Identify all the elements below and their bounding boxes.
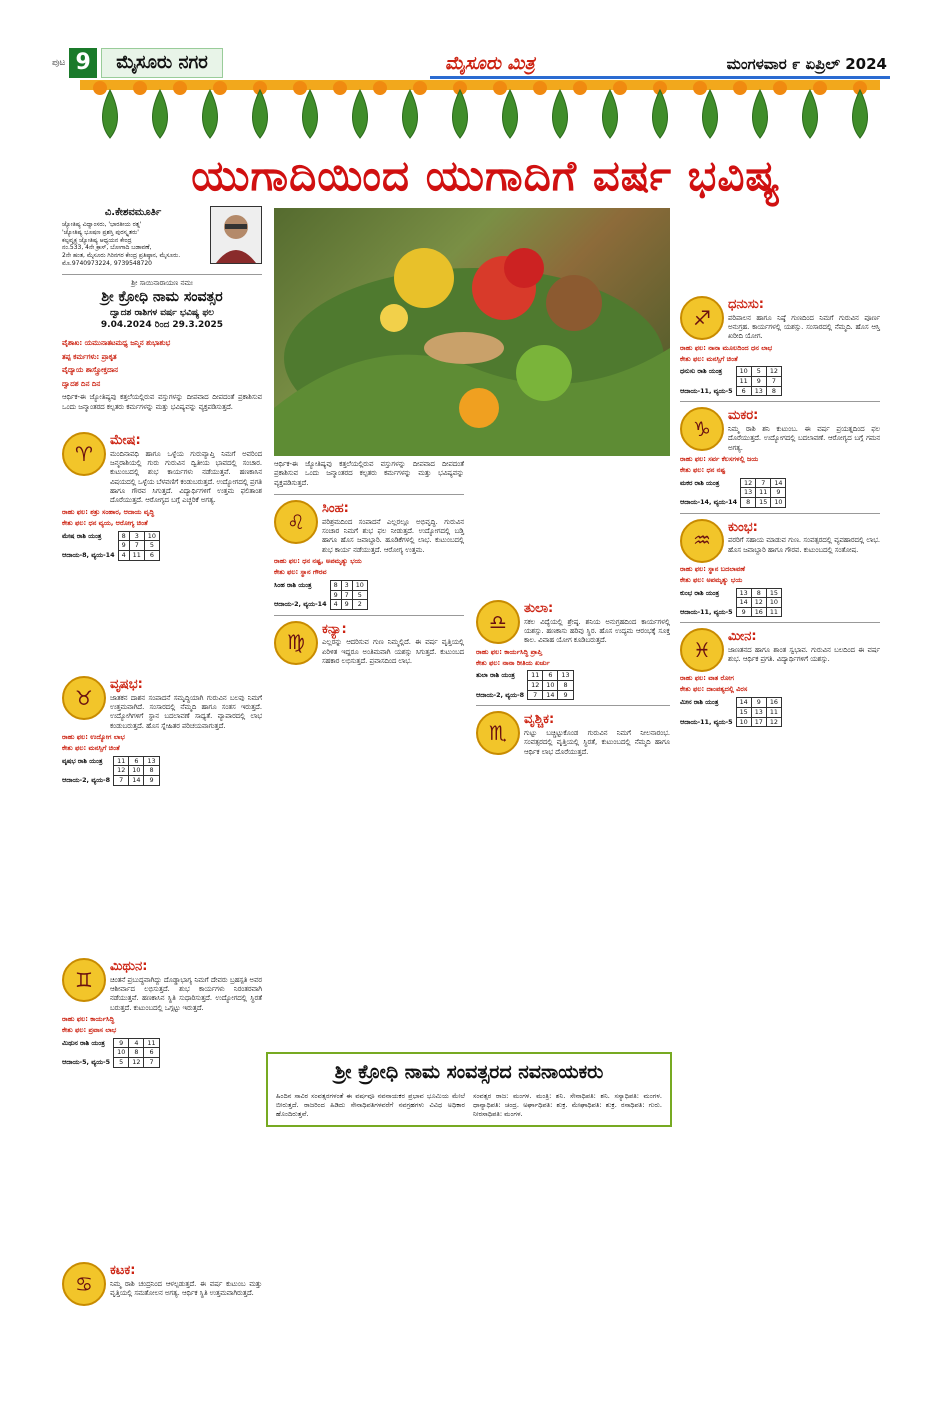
yantra-cell: 6: [543, 671, 558, 681]
rahu-phala: ರಾಹು ಫಲ: ಸರ್ವ ಕೆಲಸಗಳಲ್ಲಿ ಜಯ: [680, 455, 759, 464]
sign-kanya: [274, 621, 464, 667]
sign-text: ಸಕಲ ವಿದ್ಯೆಯಲ್ಲಿ ಶ್ರೇಷ್ಠ. ಶನಿಯ ಅನುಗ್ರಹದಿಂದ ಕಾರ್ಯಗಳಲ್ಲಿ ಯಶಸ್ಸು. ಹಣಕಾಸು ಹರಿವು ಸ್ಥಿರ. ಹೊಸ ಉದ್ಯಮ ಆರಂಭಕ್ಕೆ ಸೂಕ್ತ ಕಾಲ. ವಿವಾಹ ಯೋಗ ಕೂಡಿಬರುತ್ತದೆ.: [524, 617, 670, 645]
yantra-cell: 11: [528, 671, 543, 681]
ketu-phala: ಕೇತು ಫಲ: ಮನಸ್ಸಿಗೆ ಚಿಂತೆ: [62, 743, 120, 752]
left-column: [62, 206, 262, 412]
yantra-cell: 5: [144, 541, 159, 551]
page-number: 9: [69, 48, 97, 78]
leo-icon: ♌: [274, 500, 318, 544]
yantra-cell: 12: [766, 717, 781, 727]
aya-vyaya: ಆದಾಯ-2, ವ್ಯಯ-8: [476, 690, 525, 699]
sign-text: ಪರಿಶ್ರಮದಿಂದ ಸಂಪಾದನೆ ಎಲ್ಲರಲ್ಲೂ ಅಭಿವೃದ್ಧಿ. ಗುರುವಿನ ಸಂಚಾರ ನಿಮಗೆ ಶುಭ ಫಲ ನೀಡುತ್ತದೆ. ಉದ್ಯೋಗದಲ್ಲಿ ಬಡ್ತಿ ಹಾಗೂ ಹೊಸ ಜವಾಬ್ದಾರಿ. ಹೂಡಿಕೆಗಳಲ್ಲಿ ಲಾಭ. ಕುಟುಂಬದಲ್ಲಿ ಶುಭ ಕಾರ್ಯ ನಡೆಯುತ್ತದೆ. ಆರೋಗ್ಯ ಉತ್ತಮ.: [322, 517, 464, 554]
yantra-cell: 12: [766, 367, 781, 377]
yantra-cell: 14: [736, 598, 751, 608]
yantra-table: [680, 588, 782, 618]
sign-kumbha: [680, 519, 880, 618]
rahu-phala: ರಾಹು ಫಲ: ನಾನಾ ಮೂಲದಿಂದ ಧನ ಲಾಭ: [680, 343, 773, 352]
sign-dhanu: [680, 296, 880, 396]
yantra-cell: 11: [144, 1038, 159, 1048]
ugadi-offering-photo: [274, 208, 670, 456]
center-column-1: [274, 460, 464, 667]
yantra-cell: 13: [144, 756, 159, 766]
rahu-phala: ರಾಹು ಫಲ: ಕಾರ್ಯಸಿದ್ಧಿ: [62, 1015, 115, 1024]
sign-name: ವೃಶ್ಚಿಕ:: [524, 712, 555, 728]
scorpio-icon: ♏: [476, 711, 520, 755]
sign-makara: [680, 407, 880, 507]
mango-leaf-garland-image: [80, 80, 880, 140]
yantra-cell: 13: [751, 707, 766, 717]
yantra-cell: 8: [558, 681, 573, 691]
sign-text: ಚಿಂತನೆ ಪ್ರಬುದ್ಧವಾಗಿದ್ದು ದೊಡ್ಡಾಭಾಗ್ಯ ನಿಮಗೆ ದೇವರು ಬ್ರಹಸ್ಪತಿ ಅವರ ಆಶೀರ್ವಾದ ಲಭಿಸುತ್ತದೆ. ಶುಭ ಕಾರ್ಯಗಳು ನಿರಂತರವಾಗಿ ನಡೆಯುತ್ತವೆ. ಹಣಕಾಸಿನ ಸ್ಥಿತಿ ಸುಧಾರಿಸುತ್ತದೆ. ಉದ್ಯೋಗದಲ್ಲಿ ಸ್ಥಿರತೆ ಬರುತ್ತದೆ. ಕುಟುಂಬದಲ್ಲಿ ಒಗ್ಗಟ್ಟು ಇರುತ್ತದೆ.: [110, 975, 262, 1012]
section-title: ಮೈಸೂರು ನಗರ: [101, 48, 223, 78]
ketu-phala: ಕೇತು ಫಲ: ಪ್ರವಾಸ ಲಾಭ: [62, 1025, 117, 1034]
ketu-phala: ಕೇತು ಫಲ: ಧನ ವ್ಯಯ, ಆರೋಗ್ಯ ಚಿಂತೆ: [62, 518, 148, 527]
yantra-cell: 16: [751, 607, 766, 617]
yantra-cell: 9: [330, 590, 341, 600]
yantra-cell: 8: [118, 531, 129, 541]
samvatsara-title: ಶ್ರೀ ಕ್ರೋಧಿ ನಾಮ ಸಂವತ್ಸರ: [101, 289, 223, 306]
sign-vrishchika: [476, 711, 670, 757]
sign-text: ಜಾತಕನ ದಾಶನ ಸಂಪಾದನೆ ಸಮೃದ್ಧಿಯಾಗಿ ಗುರುವಿನ ಬಲವು ನಿಮಗೆ ಉತ್ತಮವಾಗಿದೆ. ಸಂಸಾರದಲ್ಲಿ ನೆಮ್ಮದಿ ಹಾಗೂ ಸಂತಸ ಇರುತ್ತದೆ. ಉದ್ಯೋಗಿಗಳಿಗೆ ಸ್ಥಾನ ಬದಲಾವಣೆ ಸಾಧ್ಯತೆ. ವ್ಯಾಪಾರದಲ್ಲಿ ಲಾಭ ಕಂಡುಬರುತ್ತದೆ. ಹೊಸ ಸ್ನೇಹಿತರ ಪರಿಚಯವಾಗುತ್ತದೆ.: [110, 693, 262, 730]
yantra-cell: 9: [114, 1038, 129, 1048]
yantra-cell: 13: [751, 386, 766, 396]
author-box: [62, 206, 262, 275]
yantra-cell: 5: [352, 590, 367, 600]
yantra-cell: 16: [766, 698, 781, 708]
yantra-cell: 4: [129, 1038, 144, 1048]
note-line: ವೈದ್ಯಾಯ ಶಾಸ್ತ್ರೋಕ್ತದಾನ: [62, 366, 119, 375]
sign-name: ವೃಷಭ:: [110, 677, 143, 692]
taurus-icon: ♉: [62, 676, 106, 720]
author-line: 'ಜ್ಯೋತಿಷ್ಯ ಭೂಷಣ ಪ್ರಶಸ್ತಿ ಪುರಸ್ಕೃತರು': [62, 228, 139, 236]
note-line: ದ್ವಾದಶ ದಿನ ದಿನ: [62, 379, 101, 388]
yantra-label: ವೃಷಭ ರಾಶಿ ಯಂತ್ರ: [62, 756, 103, 765]
yantra-cell: 9: [751, 698, 766, 708]
yantra-cell: 6: [129, 756, 144, 766]
yantra-cell: 14: [543, 690, 558, 700]
author-phone: ಮೊ.9740973224, 9739548720: [62, 259, 152, 267]
yantra-cell: 10: [129, 766, 144, 776]
yantra-table: [680, 478, 786, 508]
yantra-cell: 8: [129, 1048, 144, 1058]
aya-vyaya: ಆದಾಯ-11, ವ್ಯಯ-5: [680, 717, 733, 726]
yantra-cell: 11: [756, 488, 771, 498]
yantra-cell: 12: [129, 1058, 144, 1068]
yantra-cell: 14: [736, 698, 751, 708]
yantra-table: [62, 756, 160, 786]
yantra-label: ಕುಂಭ ರಾಶಿ ಯಂತ್ರ: [680, 588, 720, 597]
yantra-label: ಮಿಥುನ ರಾಶಿ ಯಂತ್ರ: [62, 1038, 105, 1047]
author-line: ನಂ.533, 4ನೇ ಕ್ರಾಸ್, ಬೋಗಾದಿ ಬಡಾವಣೆ,: [62, 244, 152, 252]
yantra-cell: 7: [129, 541, 144, 551]
author-line: ಜ್ಯೋತಿಷ್ಯ ವಿದ್ವಾಂಸರು, 'ಭಾರತೀಯ ರತ್ನ': [62, 221, 142, 228]
sign-mesha: [62, 432, 262, 564]
virgo-icon: ♍: [274, 621, 318, 665]
navanayaka-text: ಹಿಂದಿನ ಸಾವಿರ ಸಂವತ್ಸರಗಳಂತೆ ಈ ವರ್ಷವೂ ನವನಾಯಕರ ಪ್ರಭಾವ ಭೂಮಿಯ ಮೇಲೆ ಬೀರುತ್ತದೆ. ರಾಜರಿಂದ ಹಿಡಿದು ಸೇನಾಧಿಪತಿಗಳವರೆಗೆ ನವಗ್ರಹಗಳು ವಿವಿಧ ಅಧಿಕಾರ ಹೊಂದಿರುತ್ತವೆ.: [276, 1091, 465, 1118]
yantra-cell: 8: [144, 766, 159, 776]
sign-name: ಮಕರ:: [728, 408, 759, 424]
yantra-table: [274, 580, 368, 610]
yantra-cell: 9: [771, 488, 786, 498]
gemini-icon: ♊: [62, 958, 106, 1002]
aya-vyaya: ಆದಾಯ-2, ವ್ಯಯ-14: [274, 600, 327, 609]
yantra-label: ತುಲಾ ರಾಶಿ ಯಂತ್ರ: [476, 671, 515, 680]
aya-vyaya: ಆದಾಯ-14, ವ್ಯಯ-14: [680, 498, 738, 507]
yantra-cell: 6: [144, 550, 159, 560]
sign-text: ಗುಟ್ಟು ಬಚ್ಚಿಟ್ಟುಕೊಂಡ ಗುರುವಿನ ನಿಮಗೆ ನೀಲನಾರಂಭ. ಸಂವತ್ಸರದಲ್ಲಿ ವೃತ್ತಿಯಲ್ಲಿ ಸ್ಥಿರತೆ, ಕುಟುಂಬದಲ್ಲಿ ನೆಮ್ಮದಿ ಹಾಗೂ ಆರ್ಥಿಕ ಲಾಭ ದೊರೆಯುತ್ತದೆ.: [524, 728, 670, 756]
yantra-cell: 6: [736, 386, 751, 396]
navanayaka-box: [266, 1052, 672, 1127]
rahu-phala: ರಾಹು ಫಲ: ಉದ್ಯೋಗ ಲಾಭ: [62, 733, 125, 742]
invocation: ಶ್ರೀ ಸಾಯಿನಾರಾಯಣ ನಮಃ: [131, 278, 193, 287]
yantra-cell: 11: [114, 756, 129, 766]
page-label: ಪುಟ: [52, 57, 66, 68]
yantra-cell: 4: [118, 550, 129, 560]
yantra-table: [680, 697, 782, 727]
yantra-cell: 13: [736, 588, 751, 598]
yantra-label: ಮಕರ ರಾಶಿ ಯಂತ್ರ: [680, 478, 720, 487]
yantra-cell: 7: [341, 590, 352, 600]
yantra-cell: 11: [129, 550, 144, 560]
issue-date: ಮಂಗಳವಾರ ೯ ಏಪ್ರಿಲ್ 2024: [726, 55, 887, 73]
yantra-cell: 6: [144, 1048, 159, 1058]
sign-mithuna: [62, 958, 262, 1071]
yantra-label: ಮೀನ ರಾಶಿ ಯಂತ್ರ: [680, 698, 719, 707]
aquarius-icon: ♒: [680, 519, 724, 563]
cancer-icon: ♋: [62, 1262, 106, 1306]
samvatsara-dates: 9.04.2024 ರಿಂದ 29.3.2025: [100, 320, 224, 331]
yantra-cell: 7: [528, 690, 543, 700]
ketu-phala: ಕೇತು ಫಲ: ಸ್ಥಾನ ಗೌರವ: [274, 568, 327, 577]
ketu-phala: ಕೇತು ಫಲ: ಅಪಮೃತ್ಯು ಭಯ: [680, 575, 743, 584]
sign-text: ಮಂದಿನಾವಧಿ ಹಾಗೂ ಒಳ್ಳೆಯ ಗುರುವ್ಯಾಪ್ತಿ ನಿಮಗೆ ಅವರಿಂದ ಜನ್ಮರಾಶಿಯಲ್ಲಿ ಗುರು ಗುರುವಿನ ದ್ವಿತೀಯ ಭಾವದಲ್ಲಿ ಸಂಚಾರ. ಕುಟುಂಬದಲ್ಲಿ ಶುಭ ಕಾರ್ಯಗಳು ನಡೆಯುತ್ತವೆ. ಹಣಕಾಸಿನ ವಿಷಯದಲ್ಲಿ ಒಳ್ಳೆಯ ಬೆಳವಣಿಗೆ ಕಂಡುಬರುತ್ತದೆ. ಉದ್ಯೋಗದಲ್ಲಿ ಪ್ರಗತಿ ಹಾಗೂ ಗೌರವ ಸಿಗುತ್ತದೆ. ವಿದ್ಯಾರ್ಥಿಗಳಿಗೆ ಉತ್ತಮ ಫಲಿತಾಂಶ ದೊರೆಯುತ್ತದೆ. ಆರೋಗ್ಯದ ಬಗ್ಗೆ ಎಚ್ಚರಿಕೆ ಅಗತ್ಯ.: [110, 449, 262, 505]
ketu-phala: ಕೇತು ಫಲ: ಮನಸ್ಸಿಗೆ ಚಿಂತೆ: [680, 354, 738, 363]
rahu-phala: ರಾಹು ಫಲ: ಸ್ಥಾನ ಬದಲಾವಣೆ: [680, 564, 746, 573]
note-line: ವೈಶಾಖ: ಯಮುನಾತಟಮಧ್ಯ ಜನ್ಮಿನ ಶುಭಾಶುಭ: [62, 339, 171, 348]
aya-vyaya: ಆದಾಯ-5, ವ್ಯಯ-5: [62, 1058, 111, 1067]
yantra-cell: 12: [751, 598, 766, 608]
yantra-cell: 8: [766, 386, 781, 396]
yantra-cell: 10: [352, 580, 367, 590]
yantra-cell: 8: [751, 588, 766, 598]
page-number-box: [52, 48, 223, 78]
rahu-phala: ರಾಹು ಫಲ: ಧನ ನಷ್ಟ, ಅಪಮೃತ್ಯು ಭಯ: [274, 557, 362, 566]
rahu-phala: ರಾಹು ಫಲ: ವಾತ ರೋಗ: [680, 674, 734, 683]
sign-name: ಮಿಥುನ:: [110, 959, 148, 974]
continued-text: ಆರ್ಥಿಕ-ಈ ಜ್ಯೋತಿಷ್ಯವು ಕತ್ತಲೆಯಲ್ಲಿರುವ ವಸ್ತುಗಳನ್ನು ದೀಪವಾದ ದೀಪದಂತೆ ಪ್ರಕಾಶಿಸುವ ಒಂದು ಜನ್ಮಾಂತರದ ಕಲ್ಪತರು ಕರ್ಮಗಳನ್ನು ಮತ್ತು ಭವಿಷ್ಯವನ್ನು ವ್ಯಕ್ತಪಡಿಸುತ್ತದೆ.: [274, 460, 464, 487]
yantra-cell: 15: [736, 707, 751, 717]
author-name: ವಿ.ಕೇಶವಮೂರ್ತಿ: [104, 207, 162, 218]
yantra-cell: 10: [114, 1048, 129, 1058]
samvatsara-subtitle: ದ್ವಾದಶ ರಾಶಿಗಳ ವರ್ಷ ಭವಿಷ್ಯ ಫಲ: [110, 308, 214, 319]
yantra-cell: 10: [736, 717, 751, 727]
intro-text: ಆರ್ಥಿಕ-ಈ ಜ್ಯೋತಿಷ್ಯವು ಕತ್ತಲೆಯಲ್ಲಿರುವ ವಸ್ತುಗಳನ್ನು ದೀಪವಾದ ದೀಪದಂತೆ ಪ್ರಕಾಶಿಸುವ ಒಂದು ಜನ್ಮಾಂತರದ ಕಲ್ಪತರು ಕರ್ಮಗಳನ್ನು ಮತ್ತು ಭವಿಷ್ಯವನ್ನು ವ್ಯಕ್ತಪಡಿಸುತ್ತದೆ.: [62, 393, 262, 411]
yantra-cell: 11: [766, 707, 781, 717]
yantra-cell: 9: [118, 541, 129, 551]
yantra-cell: 10: [144, 531, 159, 541]
author-line: 2ನೇ ಹಂತ, ಮೈಸೂರು ಗಿರಿನಗರ ಕೇಂದ್ರ ಪ್ರತಿಷ್ಠಾನ, ಮೈಸೂರು.: [62, 252, 181, 260]
aya-vyaya: ಆದಾಯ-8, ವ್ಯಯ-14: [62, 550, 115, 559]
yantra-cell: 11: [766, 607, 781, 617]
navanayaka-text: ಸಂವತ್ಸರ ರಾಜ: ಮಂಗಳ. ಮಂತ್ರಿ: ಶನಿ. ಸೇನಾಧಿಪತಿ: ಶನಿ. ಸಸ್ಯಾಧಿಪತಿ: ಮಂಗಳ. ಧಾನ್ಯಾಧಿಪತಿ: ಚಂದ್ರ. ಅರ್ಘಾಧಿಪತಿ: ಶುಕ್ರ. ಮೇಘಾಧಿಪತಿ: ಶುಕ್ರ. ರಸಾಧಿಪತಿ: ಗುರು. ನೀರಸಾಧಿಪತಿ: ಮಂಗಳ.: [473, 1091, 662, 1118]
aya-vyaya: ಆದಾಯ-2, ವ್ಯಯ-8: [62, 776, 111, 785]
sign-kataka: [62, 1262, 262, 1306]
sign-text: ನಿಮ್ಮ ರಾಶಿ ಶನಿ ಕುಟುಂಬ. ಈ ವರ್ಷ ಪ್ರಯತ್ನದಿಂದ ಫಲ ದೊರೆಯುತ್ತದೆ. ಉದ್ಯೋಗದಲ್ಲಿ ಬದಲಾವಣೆ. ಆರೋಗ್ಯದ ಬಗ್ಗೆ ಗಮನ ಅಗತ್ಯ.: [728, 424, 880, 452]
yantra-cell: 17: [751, 717, 766, 727]
capricorn-icon: ♑: [680, 407, 724, 451]
libra-icon: ♎: [476, 600, 520, 644]
yantra-label: ಸಿಂಹ ರಾಶಿ ಯಂತ್ರ: [274, 580, 312, 589]
yantra-cell: 13: [558, 671, 573, 681]
header-rule: [430, 76, 890, 79]
yantra-cell: 5: [114, 1058, 129, 1068]
yantra-cell: 9: [144, 776, 159, 786]
yantra-table: [62, 531, 160, 561]
sign-text: ಪರಿಪಾಲನ ಹಾಗೂ ನಿಷ್ಠೆ ಗುಣದಿಂದ ನಿಮಗೆ ಗುರುವಿನ ಪೂರ್ಣ ಅನುಗ್ರಹ. ಕಾರ್ಯಗಳಲ್ಲಿ ಯಶಸ್ಸು. ಸಂಸಾರದಲ್ಲಿ ನೆಮ್ಮದಿ. ಹೊಸ ಆಸ್ತಿ ಖರೀದಿ ಯೋಗ.: [728, 313, 880, 341]
rahu-phala: ರಾಹು ಫಲ: ಕಾರ್ಯಸಿದ್ಧಿ ಪ್ರಾಪ್ತಿ: [476, 647, 543, 656]
yantra-cell: 10: [736, 367, 751, 377]
sign-text: ಪರರಿಗೆ ಸಹಾಯ ಮಾಡುವ ಗುಣ. ಸಂವತ್ಸರದಲ್ಲಿ ವ್ಯವಹಾರದಲ್ಲಿ ಲಾಭ. ಹೊಸ ಜವಾಬ್ದಾರಿ ಹಾಗೂ ಗೌರವ. ಕುಟುಂಬದಲ್ಲಿ ಸಂತೋಷ.: [728, 536, 880, 554]
rahu-phala: ರಾಹು ಫಲ: ಶತ್ರು ಸಂಹಾರ, ಆದಾಯ ವೃದ್ಧಿ: [62, 507, 155, 516]
yantra-cell: 9: [341, 600, 352, 610]
sign-name: ಮೀನ:: [728, 629, 757, 645]
yantra-cell: 9: [751, 377, 766, 387]
aya-vyaya: ಆದಾಯ-11, ವ್ಯಯ-5: [680, 386, 733, 395]
yantra-cell: 7: [766, 377, 781, 387]
aya-vyaya: ಆದಾಯ-11, ವ್ಯಯ-5: [680, 607, 733, 616]
sagittarius-icon: ♐: [680, 296, 724, 340]
yantra-cell: 8: [741, 498, 756, 508]
yantra-cell: 8: [330, 580, 341, 590]
yantra-cell: 11: [736, 377, 751, 387]
yantra-cell: 12: [114, 766, 129, 776]
sign-name: ಸಿಂಹ:: [322, 501, 349, 517]
sign-name: ಧನುಸು:: [728, 297, 764, 312]
yantra-cell: 10: [766, 598, 781, 608]
yantra-cell: 9: [736, 607, 751, 617]
yantra-cell: 15: [756, 498, 771, 508]
yantra-cell: 5: [751, 367, 766, 377]
aries-icon: ♈: [62, 432, 106, 476]
yantra-cell: 3: [129, 531, 144, 541]
yantra-table: [680, 366, 782, 396]
yantra-cell: 10: [543, 681, 558, 691]
right-column: [680, 206, 880, 730]
yantra-cell: 13: [741, 488, 756, 498]
navanayaka-title: ಶ್ರೀ ಕ್ರೋಧಿ ನಾಮ ಸಂವತ್ಸರದ ನವನಾಯಕರು: [334, 1061, 604, 1083]
yantra-cell: 2: [352, 600, 367, 610]
yantra-cell: 7: [114, 776, 129, 786]
author-line: ಕಲ್ಪವೃಕ್ಷ ಜ್ಯೋತಿಷ್ಯ ಆಧ್ಯಯನ ಕೇಂದ್ರ: [62, 236, 132, 244]
yantra-cell: 7: [756, 478, 771, 488]
newspaper-name: ಮೈಸೂರು ಮಿತ್ರ: [445, 53, 535, 74]
sign-tula: [476, 600, 670, 700]
ketu-phala: ಕೇತು ಫಲ: ನಾನಾ ರೀತಿಯ ಖರ್ಚು: [476, 658, 550, 667]
sign-name: ಮೇಷ:: [110, 433, 141, 448]
yantra-cell: 10: [771, 498, 786, 508]
sign-name: ಕುಂಭ:: [728, 519, 758, 535]
yantra-label: ಧನುಸು ರಾಶಿ ಯಂತ್ರ: [680, 367, 723, 376]
note-line: ತಪ್ಪ ಕರ್ಮಗಳು: ಪ್ರಾಕೃತ: [62, 352, 117, 361]
sign-name: ತುಲಾ:: [524, 601, 554, 616]
sign-text: ಎಲ್ಲರನ್ನು ಆದರಿಸುವ ಗುಣ ನಿಮ್ಮಲ್ಲಿದೆ. ಈ ವರ್ಷ ವೃತ್ತಿಯಲ್ಲಿ ಏರಿಳಿತ ಇದ್ದರೂ ಅಂತಿಮವಾಗಿ ಯಶಸ್ಸು ಸಿಗುತ್ತದೆ. ಕುಟುಂಬದ ಸಹಕಾರ ಲಭಿಸುತ್ತದೆ. ಪ್ರವಾಸದಿಂದ ಲಾಭ.: [322, 638, 464, 666]
ketu-phala: ಕೇತು ಫಲ: ದಾಂಪತ್ಯದಲ್ಲಿ ವಿರಸ: [680, 685, 748, 694]
ketu-phala: ಕೇತು ಫಲ: ಧನ ನಷ್ಟ: [680, 465, 726, 474]
sign-text: ಜಾಣತನದ ಹಾಗೂ ಶಾಂತ ಸ್ವಭಾವ. ಗುರುವಿನ ಬಲದಿಂದ ಈ ವರ್ಷ ಶುಭ. ಆರ್ಥಿಕ ಪ್ರಗತಿ. ವಿದ್ಯಾರ್ಥಿಗಳಿಗೆ ಯಶಸ್ಸು.: [728, 646, 880, 664]
yantra-cell: 7: [144, 1058, 159, 1068]
page-header: [0, 0, 945, 80]
yantra-cell: 12: [741, 478, 756, 488]
pisces-icon: ♓: [680, 628, 724, 672]
center-column-2: [476, 460, 670, 757]
sign-meena: [680, 628, 880, 727]
yantra-table: [62, 1038, 160, 1068]
yantra-cell: 14: [129, 776, 144, 786]
yantra-cell: 4: [330, 600, 341, 610]
samvatsara-box: [62, 275, 262, 336]
yantra-label: ಮೇಷ ರಾಶಿ ಯಂತ್ರ: [62, 531, 102, 540]
main-headline: ಯುಗಾದಿಯಿಂದ ಯುಗಾದಿಗೆ ವರ್ಷ ಭವಿಷ್ಯ: [191, 151, 781, 200]
yantra-cell: 3: [341, 580, 352, 590]
yantra-table: [476, 670, 574, 700]
sign-text: ನಿಮ್ಮ ರಾಶಿ ಚಂದ್ರನಿಂದ ಆಳಲ್ಪಡುತ್ತದೆ. ಈ ವರ್ಷ ಕುಟುಂಬ ಮತ್ತು ವೃತ್ತಿಯಲ್ಲಿ ಸಮತೋಲನ ಅಗತ್ಯ. ಆರ್ಥಿಕ ಸ್ಥಿತಿ ಉತ್ತಮವಾಗಿರುತ್ತದೆ.: [110, 1279, 262, 1297]
sign-name: ಕಟಕ:: [110, 1263, 136, 1278]
yantra-cell: 9: [558, 690, 573, 700]
yantra-cell: 15: [766, 588, 781, 598]
sign-simha: [274, 500, 464, 610]
author-photo: [210, 206, 262, 264]
sign-vrishabha: [62, 676, 262, 789]
yantra-cell: 14: [771, 478, 786, 488]
yantra-cell: 12: [528, 681, 543, 691]
sign-name: ಕನ್ಯಾ:: [322, 621, 347, 637]
